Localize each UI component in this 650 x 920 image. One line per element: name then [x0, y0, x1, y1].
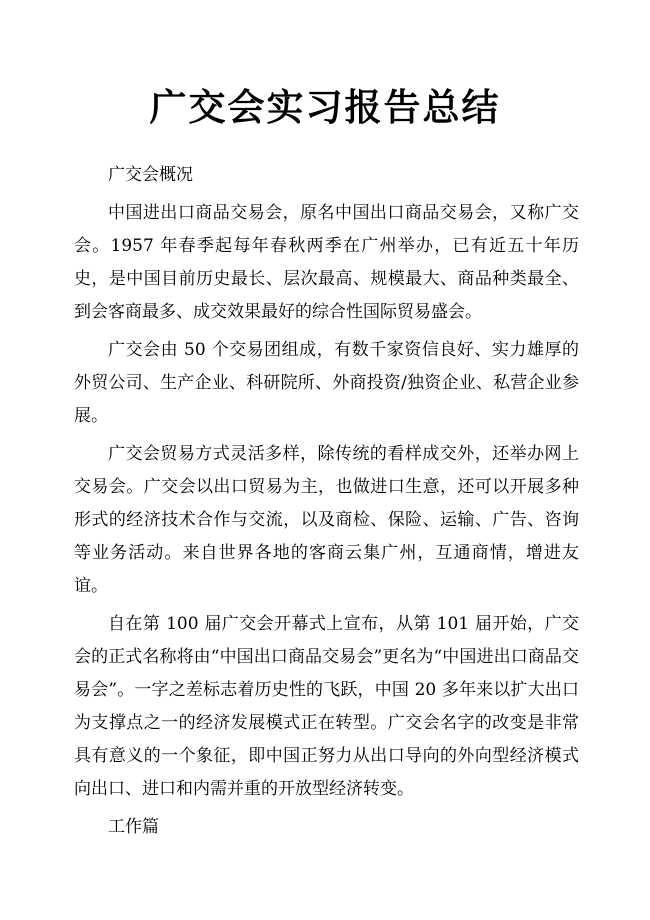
paragraph-intro: 中国进出口商品交易会，原名中国出口商品交易会，又称广交会。1957 年春季起每年春秋两季在广州举办，已有近五十年历史，是中国目前历史最长、层次最高、规模最大、商品种类最全、到会客商最多、成交效果最好的综合性国际贸易盛会。 [74, 203, 579, 322]
paragraph-name-change: 自在第 100 届广交会开幕式上宣布，从第 101 届开始，广交会的正式名称将由“中国出口商品交易会”更名为“中国进出口商品交易会”。一字之差标志着历史性的飞跃，中国 20 多年来以扩大出口为支撑点之一的经济发展模式正在转型。广交会名字的改变是非常具有意义的一个象征，即中国正努力从出口导向的外向型经济模式向出口、进口和内需并重的开放型经济转变。 [74, 614, 579, 799]
section-heading-overview: 广交会概况 [108, 165, 193, 185]
paragraph-trade-methods: 广交会贸易方式灵活多样，除传统的看样成交外，还举办网上交易会。广交会以出口贸易为主，也做进口生意，还可以开展多种形式的经济技术合作与交流，以及商检、保险、运输、广告、咨询等业务活动。来自世界各地的客商云集广州，互通商情，增进友谊。 [74, 444, 579, 596]
paragraph-delegations: 广交会由 50 个交易团组成，有数千家资信良好、实力雄厚的外贸公司、生产企业、科研院所、外商投资/独资企业、私营企业参展。 [74, 340, 579, 426]
section-heading-work: 工作篇 [108, 817, 159, 837]
document-body [74, 159, 579, 844]
document-title: 广交会实习报告总结 [149, 86, 501, 129]
